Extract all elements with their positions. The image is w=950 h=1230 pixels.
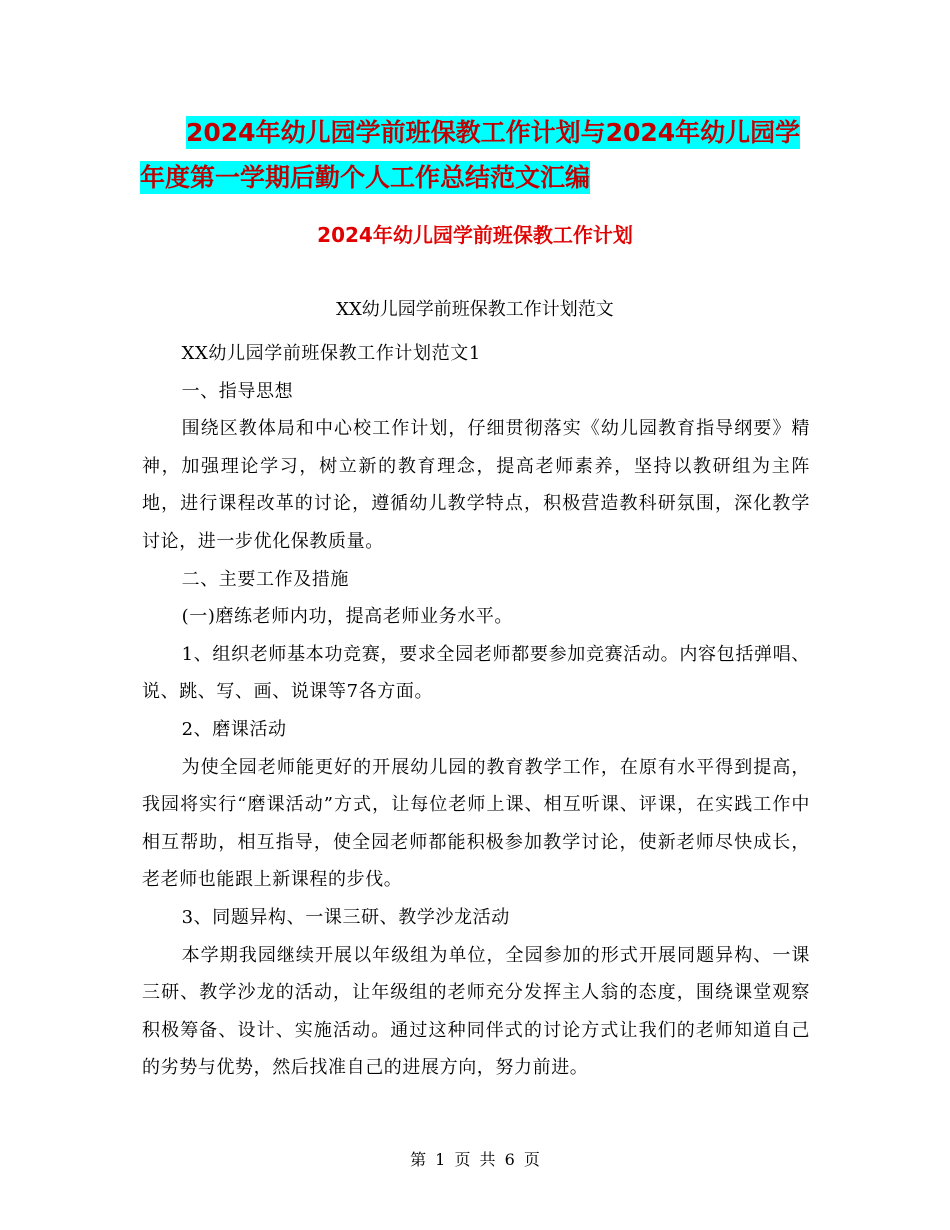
section-title: 2024年幼儿园学前班保教工作计划 <box>317 223 633 247</box>
paragraph: XX幼儿园学前班保教工作计划范文1 <box>181 343 481 364</box>
paragraph: 二、主要工作及措施 <box>181 568 349 590</box>
paragraph: 一、指导思想 <box>181 380 294 402</box>
paragraph: 本学期我园继续开展以年级组为单位，全园参加的形式开展同题异构、一课三研、教学沙龙的活动，让年级组的老师充分发挥主人翁的态度，围绕课堂观察积极筹备、设计、实施活动。通过这种同伴式的讨论方式让我们的老师知道自己的劣势与优势，然后找准自己的进展方向，努力前进。 <box>142 944 810 1079</box>
title-line-1-text: 2024年幼儿园学前班保教工作计划与2024年幼儿园学 <box>186 118 801 147</box>
document-title <box>140 110 820 200</box>
paragraph: 1、组织老师基本功竞赛，要求全园老师都要参加竞赛活动。内容包括弹唱、说、跳、写、画、说课等7各方面。 <box>142 643 810 703</box>
title-line-2 <box>140 155 820 200</box>
paragraph: 3、同题异构、一课三研、教学沙龙活动 <box>181 906 510 928</box>
paragraph: (一)磨练老师内功，提高老师业务水平。 <box>181 606 514 628</box>
paragraph: 2、磨课活动 <box>181 718 287 740</box>
paragraph: 为使全园老师能更好的开展幼儿园的教育教学工作，在原有水平得到提高，我园将实行“磨课活动”方式，让每位老师上课、相互听课、评课，在实践工作中相互帮助，相互指导，使全园老师都能积极参加教学讨论，使新老师尽快成长，老老师也能跟上新课程的步伐。 <box>142 756 810 891</box>
page-footer: 第 1 页 共 6 页 <box>410 1150 540 1169</box>
paragraph: 围绕区教体局和中心校工作计划，仔细贯彻落实《幼儿园教育指导纲要》精神，加强理论学习，树立新的教育理念，提高老师素养，坚持以教研组为主阵地，进行课程改革的讨论，遵循幼儿教学特点，积极营造教科研氛围，深化教学讨论，进一步优化保教质量。 <box>142 418 810 552</box>
subtitle: XX幼儿园学前班保教工作计划范文 <box>336 299 614 320</box>
document-body <box>142 335 810 1087</box>
title-line-1 <box>140 110 820 155</box>
title-line-2-text: 年度第一学期后勤个人工作总结范文汇编 <box>140 163 591 192</box>
